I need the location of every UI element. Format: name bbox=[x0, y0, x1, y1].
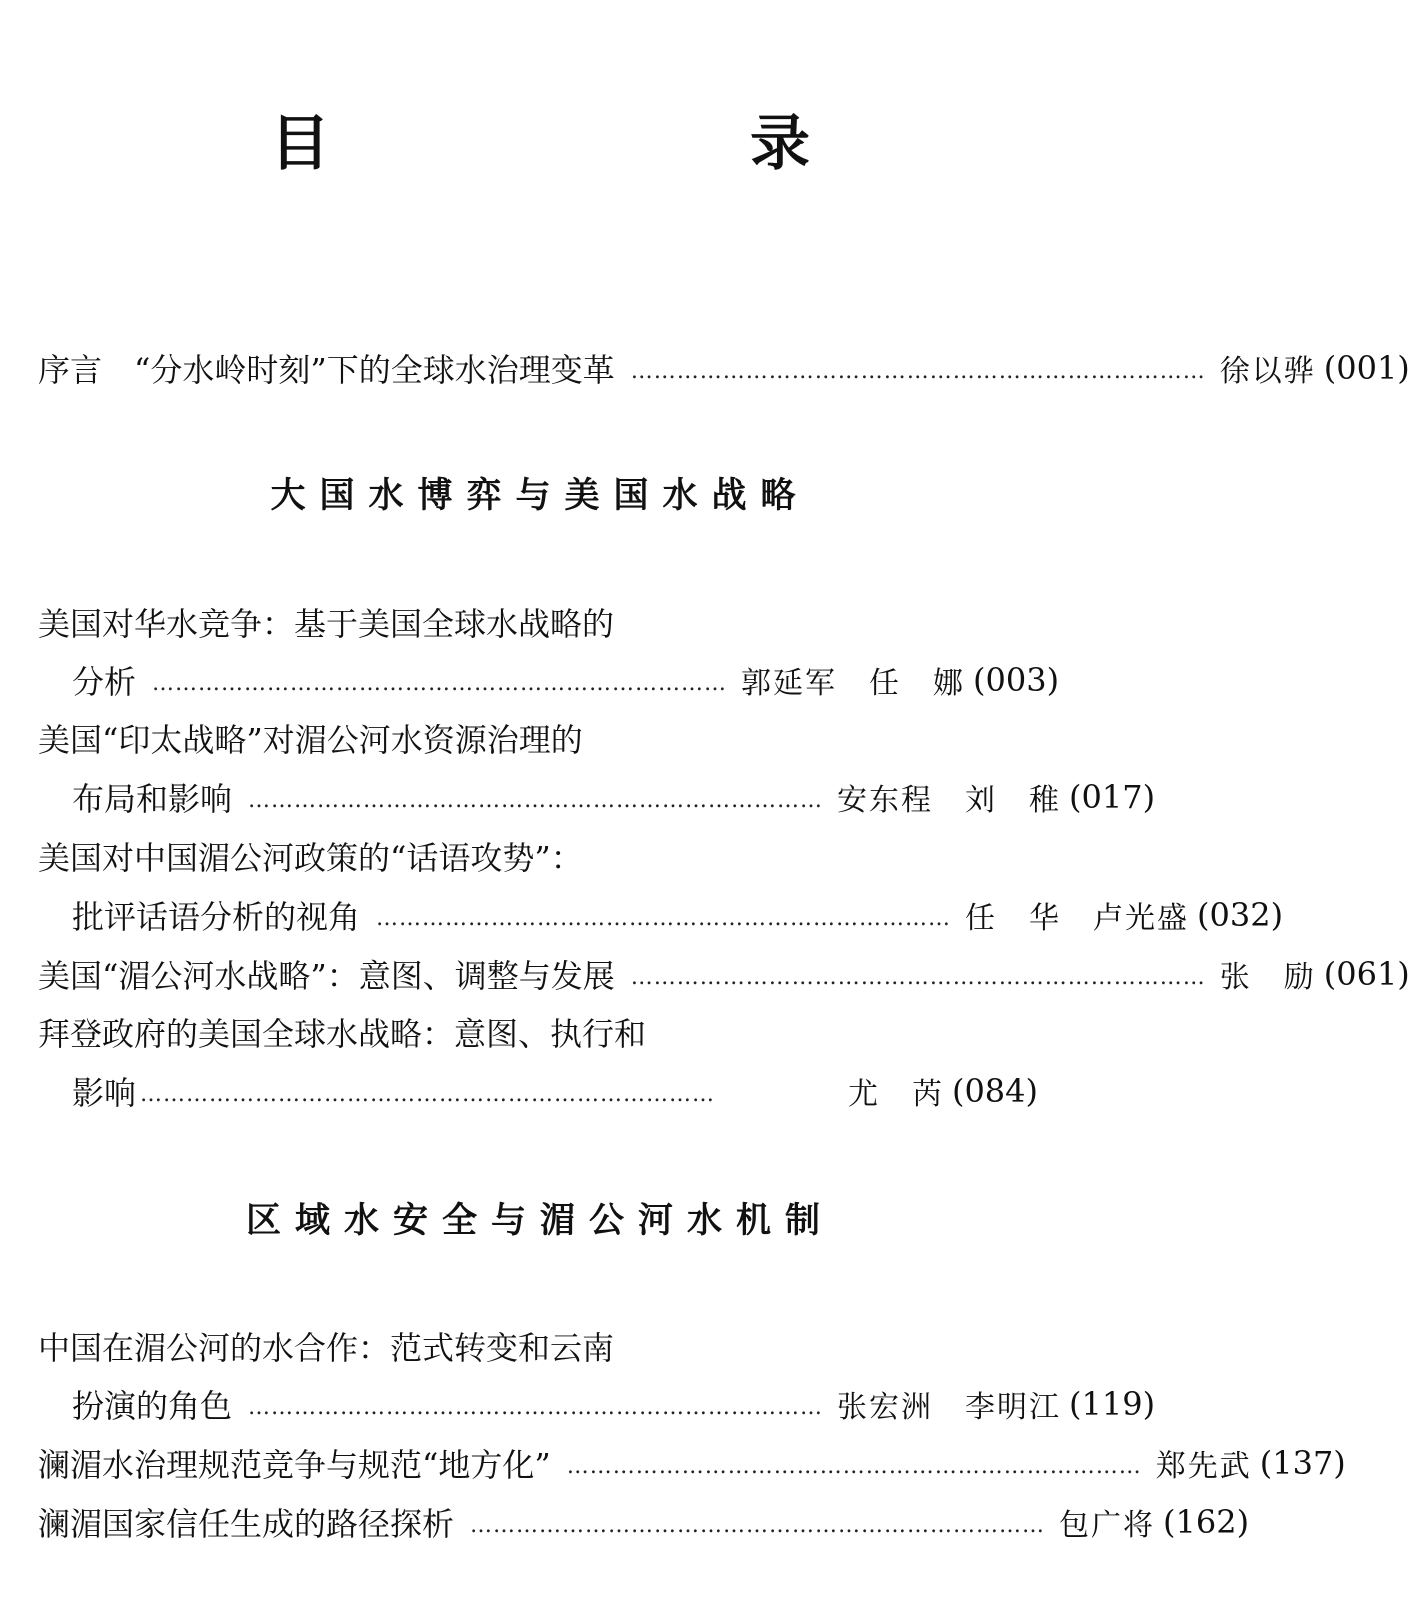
section-heading: 大国水博弈与美国水战略 bbox=[270, 475, 810, 516]
toc-entry-title-line[interactable] bbox=[38, 830, 1038, 882]
entry-authors: 徐以骅 bbox=[1219, 354, 1316, 389]
leader-dots: ………………………………………………………………… bbox=[152, 670, 728, 696]
toc-entry[interactable] bbox=[72, 1378, 1156, 1430]
toc-entry[interactable] bbox=[38, 948, 1410, 1000]
entry-authors: 任 华 卢光盛 bbox=[965, 901, 1190, 936]
entry-title: 美国对华水竞争：基于美国全球水战略的 bbox=[38, 605, 615, 643]
entry-title: 序言 “分水岭时刻”下的全球水治理变革 bbox=[38, 351, 615, 389]
entry-page: (032) bbox=[1197, 896, 1284, 934]
entry-authors: 尤 芮 bbox=[847, 1077, 944, 1112]
entry-page: (017) bbox=[1069, 778, 1156, 816]
toc-entry[interactable] bbox=[72, 889, 1284, 941]
entry-authors: 包广将 bbox=[1059, 1508, 1156, 1543]
entry-page: (119) bbox=[1069, 1385, 1156, 1423]
toc-entry[interactable] bbox=[38, 1496, 1250, 1548]
leader-dots: ………………………………………………………………… bbox=[248, 1394, 824, 1420]
entry-title-cont: 分析 bbox=[72, 663, 137, 701]
entry-title-cont: 批评话语分析的视角 bbox=[72, 898, 361, 936]
entry-authors: 郑先武 bbox=[1155, 1449, 1252, 1484]
entry-page: (162) bbox=[1163, 1503, 1250, 1541]
leader-dots: ………………………………………………………………… bbox=[630, 964, 1206, 990]
entry-page: (061) bbox=[1323, 955, 1410, 993]
entry-title: 美国对中国湄公河政策的“话语攻势”： bbox=[38, 839, 583, 877]
entry-title: 中国在湄公河的水合作：范式转变和云南 bbox=[38, 1329, 615, 1367]
entry-authors: 郭延军 任 娜 bbox=[741, 666, 966, 701]
toc-entry[interactable] bbox=[72, 654, 1060, 706]
leader-dots: ………………………………………………………………… bbox=[566, 1453, 1142, 1479]
toc-entry-title-line[interactable] bbox=[38, 712, 1038, 764]
leader-dots: ………………………………………………………………… bbox=[248, 787, 824, 813]
toc-entry-title-line[interactable] bbox=[38, 1006, 1038, 1058]
entry-title: 美国“湄公河水战略”：意图、调整与发展 bbox=[38, 957, 615, 995]
entry-authors: 张 励 bbox=[1219, 960, 1316, 995]
leader-dots: ………………………………………………………………… bbox=[630, 358, 1206, 384]
entry-authors: 张宏洲 李明江 bbox=[837, 1390, 1062, 1425]
toc-entry-preface[interactable] bbox=[38, 342, 1410, 394]
leader-dots: ………………………………………………………………… bbox=[140, 1081, 716, 1107]
entry-title: 澜湄水治理规范竞争与规范“地方化” bbox=[38, 1446, 551, 1484]
entry-authors: 安东程 刘 稚 bbox=[837, 783, 1062, 818]
entry-page: (084) bbox=[951, 1072, 1038, 1110]
toc-entry-title-line[interactable] bbox=[38, 596, 1038, 648]
entry-title-cont: 扮演的角色 bbox=[72, 1387, 233, 1425]
toc-entry[interactable] bbox=[38, 1437, 1346, 1489]
leader-dots: ………………………………………………………………… bbox=[376, 905, 952, 931]
entry-title-cont: 影响 bbox=[72, 1074, 137, 1112]
leader-dots: ………………………………………………………………… bbox=[470, 1512, 1046, 1538]
page-title: 目 录 bbox=[270, 109, 910, 179]
toc-entry-title-line[interactable] bbox=[38, 1320, 1038, 1372]
entry-page: (003) bbox=[973, 661, 1060, 699]
toc-entry[interactable] bbox=[72, 1065, 1038, 1117]
entry-title-cont: 布局和影响 bbox=[72, 780, 233, 818]
toc-entry[interactable] bbox=[72, 771, 1156, 823]
entry-title: 拜登政府的美国全球水战略：意图、执行和 bbox=[38, 1015, 647, 1053]
entry-title: 美国“印太战略”对湄公河水资源治理的 bbox=[38, 721, 583, 759]
entry-title: 澜湄国家信任生成的路径探析 bbox=[38, 1505, 455, 1543]
section-heading: 区域水安全与湄公河水机制 bbox=[245, 1200, 834, 1241]
entry-page: (001) bbox=[1323, 349, 1410, 387]
entry-page: (137) bbox=[1259, 1444, 1346, 1482]
